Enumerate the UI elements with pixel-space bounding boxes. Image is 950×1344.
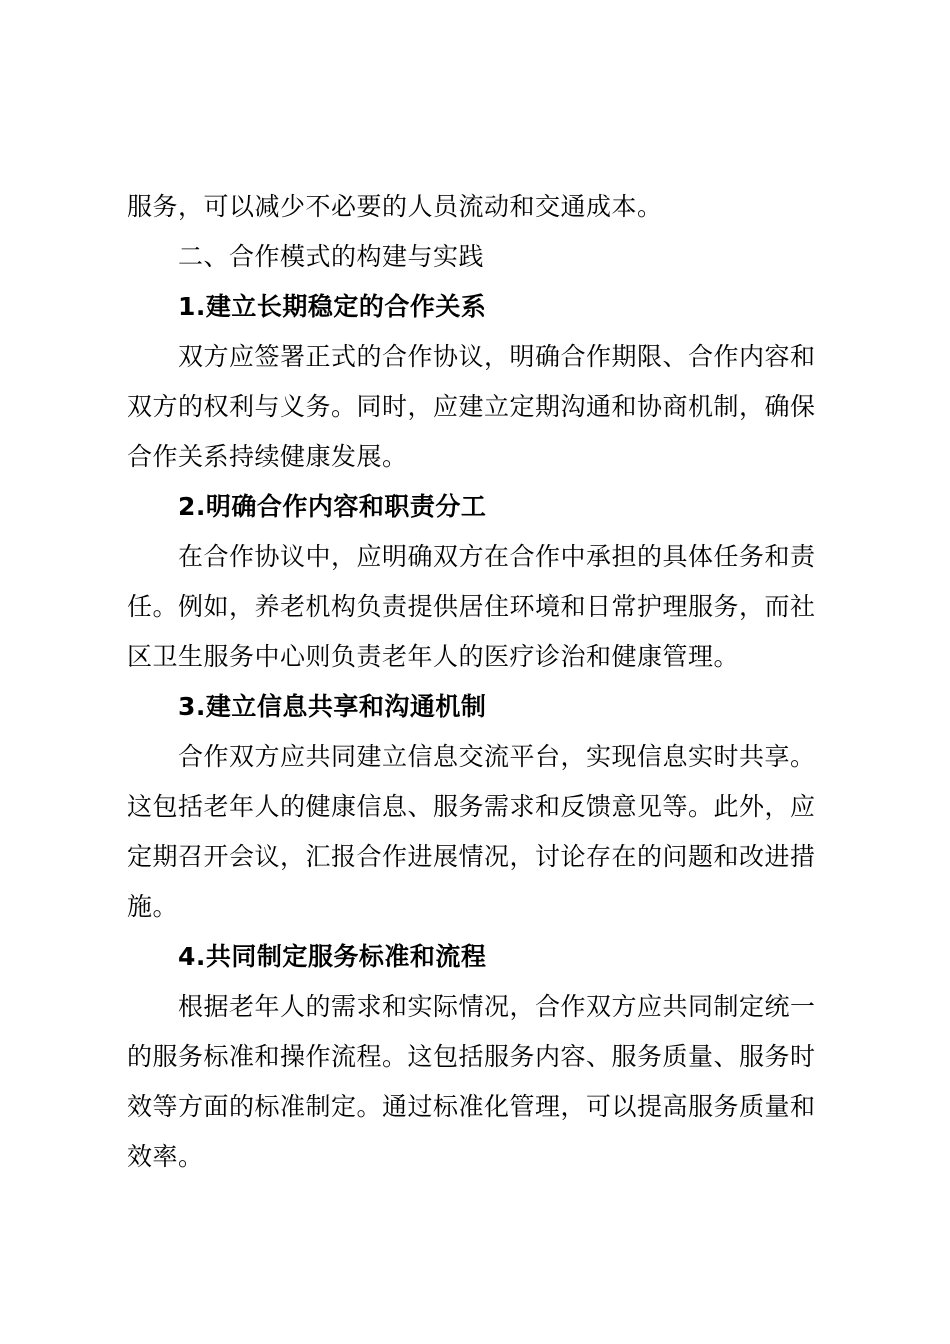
body-text-line: 效等方面的标准制定。通过标准化管理，可以提高服务质量和 [127, 1092, 816, 1121]
body-text-line: 定期召开会议，汇报合作进展情况，讨论存在的问题和改进措 [127, 842, 816, 871]
section-title: 二、合作模式的构建与实践 [178, 242, 485, 271]
body-text-line: 服务，可以减少不必要的人员流动和交通成本。 [127, 192, 663, 221]
subsection-heading: 4.共同制定服务标准和流程 [178, 942, 487, 971]
body-text-line: 区卫生服务中心则负责老年人的医疗诊治和健康管理。 [127, 642, 740, 671]
subsection-heading: 1.建立长期稳定的合作关系 [178, 292, 487, 321]
document-body [127, 182, 833, 1182]
body-text-line: 合作关系持续健康发展。 [127, 442, 408, 471]
body-text-line: 的服务标准和操作流程。这包括服务内容、服务质量、服务时 [127, 1042, 816, 1071]
body-text-line: 在合作协议中，应明确双方在合作中承担的具体任务和责 [178, 542, 816, 571]
body-text-line: 这包括老年人的健康信息、服务需求和反馈意见等。此外，应 [127, 792, 816, 821]
body-text-line: 根据老年人的需求和实际情况，合作双方应共同制定统一 [178, 992, 816, 1021]
body-text-line: 合作双方应共同建立信息交流平台，实现信息实时共享。 [178, 742, 816, 771]
subsection-heading: 2.明确合作内容和职责分工 [178, 492, 487, 521]
body-text-line: 施。 [127, 892, 179, 921]
body-text-line: 双方应签署正式的合作协议，明确合作期限、合作内容和 [178, 342, 816, 371]
body-text-line: 效率。 [127, 1142, 204, 1171]
body-text-line: 双方的权利与义务。同时，应建立定期沟通和协商机制，确保 [127, 392, 816, 421]
body-text-line: 任。例如，养老机构负责提供居住环境和日常护理服务，而社 [127, 592, 816, 621]
subsection-heading: 3.建立信息共享和沟通机制 [178, 692, 487, 721]
